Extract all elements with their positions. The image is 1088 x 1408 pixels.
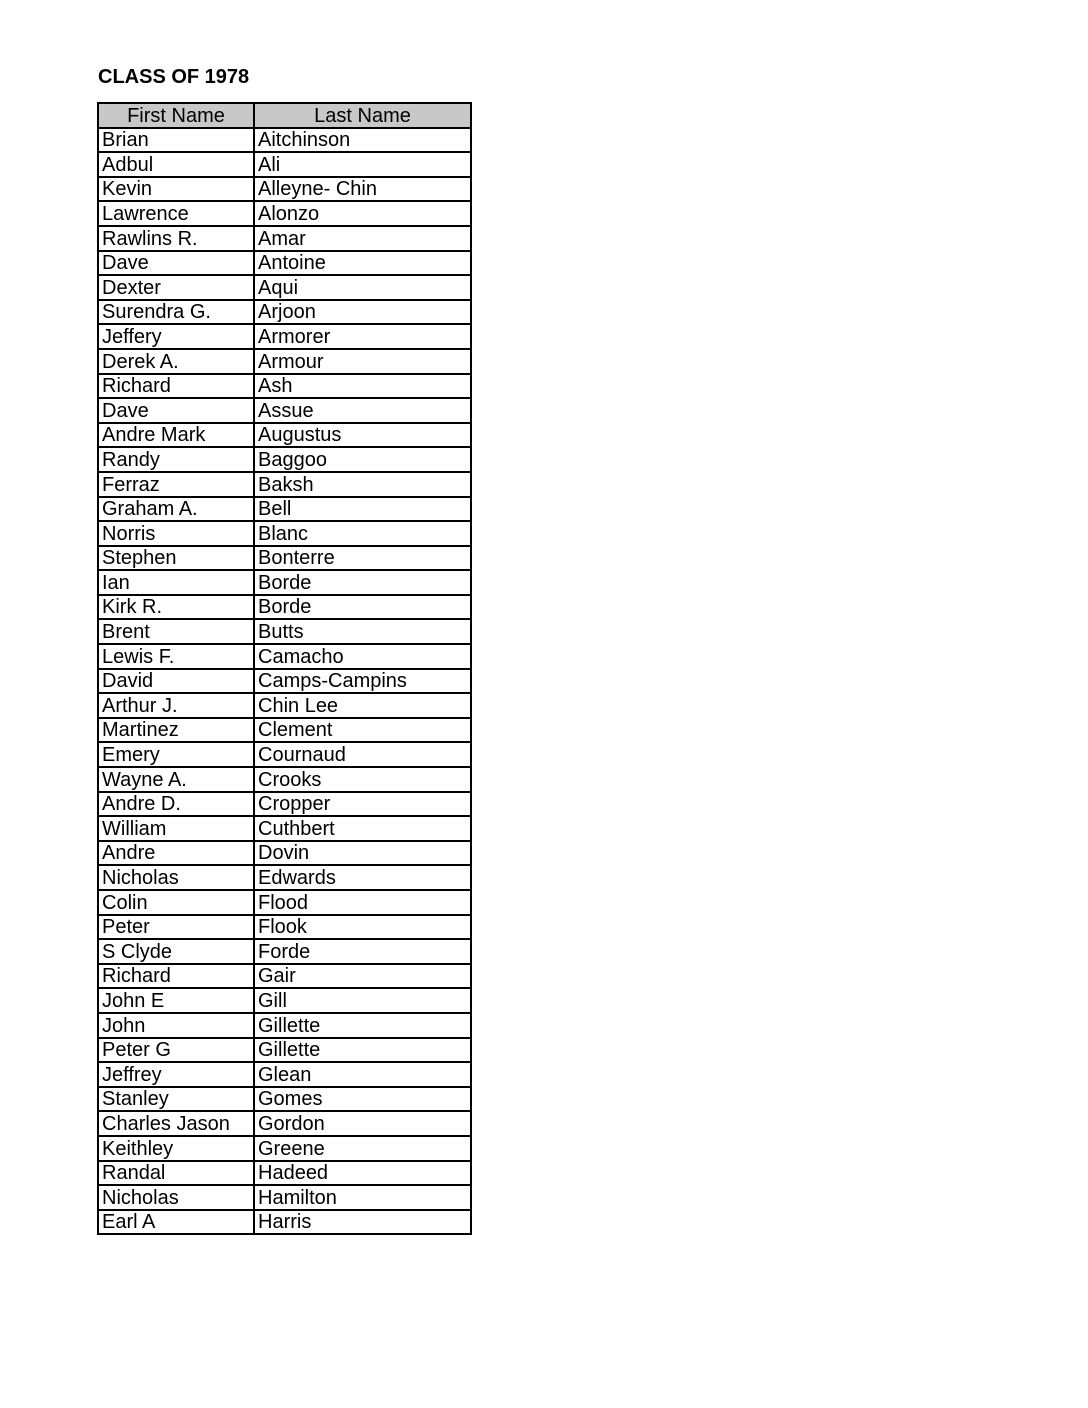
cell-first-name: Earl A [98,1210,254,1235]
cell-first-name: Randal [98,1161,254,1186]
table-row [98,816,471,841]
table-row [98,423,471,448]
cell-first-name: Andre D. [98,792,254,817]
cell-last-name: Glean [254,1062,471,1087]
table-row [98,472,471,497]
cell-last-name: Camacho [254,644,471,669]
cell-last-name: Gill [254,988,471,1013]
table-row [98,693,471,718]
cell-first-name: John [98,1013,254,1038]
cell-last-name: Flook [254,915,471,940]
table-row [98,226,471,251]
cell-first-name: William [98,816,254,841]
cell-last-name: Armour [254,349,471,374]
table-row [98,669,471,694]
cell-first-name: Richard [98,964,254,989]
table-row [98,595,471,620]
cell-last-name: Assue [254,398,471,423]
class-roster-table [97,102,472,1235]
cell-last-name: Gillette [254,1038,471,1063]
table-row [98,275,471,300]
cell-first-name: Lewis F. [98,644,254,669]
cell-last-name: Cuthbert [254,816,471,841]
table-row [98,374,471,399]
cell-last-name: Hamilton [254,1185,471,1210]
cell-last-name: Greene [254,1136,471,1161]
cell-first-name: Keithley [98,1136,254,1161]
column-header-last-name: Last Name [254,103,471,128]
cell-first-name: Surendra G. [98,300,254,325]
table-row [98,767,471,792]
cell-first-name: Stanley [98,1087,254,1112]
table-row [98,1210,471,1235]
cell-first-name: John E [98,988,254,1013]
cell-first-name: Brian [98,128,254,153]
table-row [98,324,471,349]
table-row [98,300,471,325]
cell-last-name: Aqui [254,275,471,300]
table-row [98,201,471,226]
table-row [98,152,471,177]
column-header-first-name: First Name [98,103,254,128]
cell-last-name: Flood [254,890,471,915]
cell-last-name: Augustus [254,423,471,448]
cell-last-name: Arjoon [254,300,471,325]
cell-first-name: Kirk R. [98,595,254,620]
cell-first-name: Arthur J. [98,693,254,718]
table-row [98,742,471,767]
table-row [98,1087,471,1112]
table-row [98,865,471,890]
cell-first-name: Ferraz [98,472,254,497]
cell-last-name: Gillette [254,1013,471,1038]
cell-last-name: Amar [254,226,471,251]
cell-last-name: Edwards [254,865,471,890]
cell-first-name: Martinez [98,718,254,743]
table-row [98,1136,471,1161]
cell-first-name: Kevin [98,177,254,202]
cell-last-name: Dovin [254,841,471,866]
table-row [98,349,471,374]
cell-first-name: Norris [98,521,254,546]
cell-first-name: Nicholas [98,1185,254,1210]
cell-first-name: Richard [98,374,254,399]
table-row [98,447,471,472]
cell-first-name: Dexter [98,275,254,300]
table-row [98,1013,471,1038]
table-row [98,841,471,866]
page-title: CLASS OF 1978 [98,66,250,88]
table-row [98,1062,471,1087]
table-row [98,1185,471,1210]
cell-first-name: Andre [98,841,254,866]
cell-last-name: Gordon [254,1111,471,1136]
cell-first-name: Graham A. [98,497,254,522]
cell-first-name: Brent [98,619,254,644]
table-row [98,1161,471,1186]
cell-first-name: S Clyde [98,939,254,964]
cell-first-name: Colin [98,890,254,915]
cell-first-name: Dave [98,251,254,276]
cell-last-name: Butts [254,619,471,644]
table-row [98,497,471,522]
cell-first-name: Lawrence [98,201,254,226]
cell-first-name: David [98,669,254,694]
cell-last-name: Ash [254,374,471,399]
cell-last-name: Chin Lee [254,693,471,718]
cell-last-name: Blanc [254,521,471,546]
cell-first-name: Ian [98,570,254,595]
cell-first-name: Andre Mark [98,423,254,448]
table-row [98,251,471,276]
cell-last-name: Gair [254,964,471,989]
cell-first-name: Emery [98,742,254,767]
cell-last-name: Cournaud [254,742,471,767]
cell-last-name: Baggoo [254,447,471,472]
table-header-row [98,103,471,128]
cell-last-name: Alleyne- Chin [254,177,471,202]
table-row [98,964,471,989]
cell-last-name: Borde [254,595,471,620]
table-row [98,177,471,202]
table-row [98,619,471,644]
table-row [98,644,471,669]
cell-first-name: Wayne A. [98,767,254,792]
cell-first-name: Peter G [98,1038,254,1063]
cell-first-name: Rawlins R. [98,226,254,251]
cell-first-name: Charles Jason [98,1111,254,1136]
table-row [98,128,471,153]
cell-first-name: Peter [98,915,254,940]
table-row [98,1111,471,1136]
table-row [98,1038,471,1063]
cell-last-name: Camps-Campins [254,669,471,694]
cell-first-name: Nicholas [98,865,254,890]
table-row [98,792,471,817]
cell-first-name: Randy [98,447,254,472]
cell-last-name: Alonzo [254,201,471,226]
cell-last-name: Borde [254,570,471,595]
cell-last-name: Armorer [254,324,471,349]
cell-last-name: Bonterre [254,546,471,571]
table-row [98,546,471,571]
table-row [98,570,471,595]
cell-last-name: Ali [254,152,471,177]
cell-first-name: Jeffrey [98,1062,254,1087]
cell-last-name: Bell [254,497,471,522]
table-row [98,521,471,546]
cell-last-name: Harris [254,1210,471,1235]
cell-last-name: Clement [254,718,471,743]
cell-first-name: Derek A. [98,349,254,374]
table-body [98,128,471,1235]
cell-last-name: Forde [254,939,471,964]
cell-first-name: Adbul [98,152,254,177]
table-row [98,988,471,1013]
cell-last-name: Gomes [254,1087,471,1112]
table-row [98,915,471,940]
cell-first-name: Jeffery [98,324,254,349]
table-row [98,890,471,915]
table-row [98,398,471,423]
cell-last-name: Baksh [254,472,471,497]
table-row [98,718,471,743]
cell-last-name: Hadeed [254,1161,471,1186]
cell-first-name: Dave [98,398,254,423]
cell-last-name: Antoine [254,251,471,276]
cell-last-name: Cropper [254,792,471,817]
cell-last-name: Crooks [254,767,471,792]
table-row [98,939,471,964]
cell-last-name: Aitchinson [254,128,471,153]
cell-first-name: Stephen [98,546,254,571]
